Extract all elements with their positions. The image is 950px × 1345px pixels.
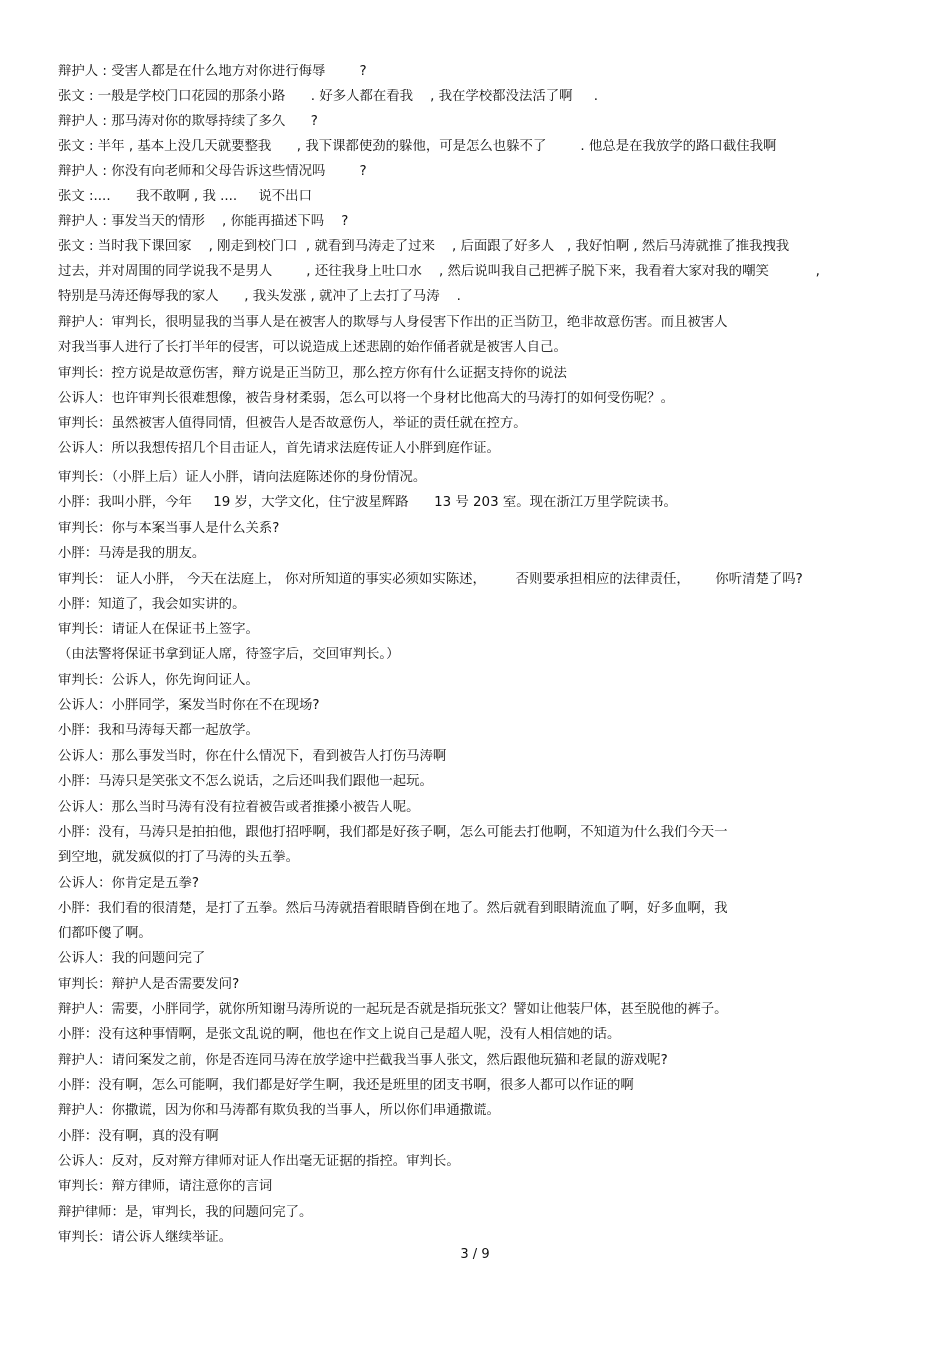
text-line: 辩护人：你撒谎，因为你和马涛都有欺负我的当事人，所以你们串通撒谎。	[58, 1103, 500, 1118]
text-line: 过去，并对周围的同学说我不是男人 , 还往我身上吐口水 , 然后说叫我自己把裤子脱下来，我看着大家对我的嘲笑 ,	[58, 264, 820, 279]
text-line: 审判长：（小胖上后）证人小胖，请向法庭陈述你的身份情况。	[58, 470, 427, 485]
text-line: 辩护人：审判长，很明显我的当事人是在被害人的欺辱与人身侵害下作出的正当防卫，绝非故意伤害。而且被害人	[58, 315, 728, 330]
text-line: 公诉人：小胖同学，案发当时你在不在现场?	[58, 698, 320, 713]
text-line: 辩护人 : 事发当天的情形 , 你能再描述下吗 ?	[58, 214, 349, 229]
text-line: 辩护人：需要，小胖同学，就你所知谢马涛所说的一起玩是否就是指玩张文？譬如让他装尸体，甚至脱他的裤子。	[58, 1002, 728, 1017]
text-line: 小胖：马涛只是笑张文不怎么说话，之后还叫我们跟他一起玩。	[58, 774, 433, 789]
text-line: 到空地，就发疯似的打了马涛的头五拳。	[58, 850, 300, 865]
text-line: 辩护人：请问案发之前，你是否连同马涛在放学途中拦截我当事人张文，然后跟他玩猫和老鼠的游戏呢?	[58, 1053, 668, 1068]
text-line: 小胖：没有啊，真的没有啊	[58, 1129, 219, 1144]
text-line: 特别是马涛还侮辱我的家人 , 我头发涨 , 就冲了上去打了马涛 .	[58, 289, 461, 304]
text-line: 小胖：知道了，我会如实讲的。	[58, 597, 246, 612]
text-line: 们都吓傻了啊。	[58, 926, 152, 941]
text-line: 公诉人：也许审判长很难想像，被告身材柔弱，怎么可以将一个身材比他高大的马涛打的如何受伤呢？。	[58, 391, 674, 406]
text-line: 小胖：没有，马涛只是拍拍他，跟他打招呼啊，我们都是好孩子啊，怎么可能去打他啊，不知道为什么我们今天一	[58, 825, 728, 840]
text-line: 小胖：我们看的很清楚，是打了五拳。然后马涛就捂着眼睛昏倒在地了。然后就看到眼睛流血了啊，好多血啊，我	[58, 901, 728, 916]
text-line: 审判长：虽然被害人值得同情，但被告人是否故意伤人，举证的责任就在控方。	[58, 416, 527, 431]
text-line: 张文 : 半年 , 基本上没几天就要整我 , 我下课都使劲的躲他，可是怎么也躲不了 . 他总是在我放学的路口截住我啊	[58, 139, 777, 154]
text-line: 审判长：请公诉人继续举证。	[58, 1230, 233, 1245]
text-line: 张文 : 一般是学校门口花园的那条小路 . 好多人都在看我 , 我在学校都没法活了啊 .	[58, 89, 599, 104]
page-number: 3 / 9	[460, 1247, 490, 1262]
text-line: 张文 :.... 我不敢啊 , 我 .... 说不出口	[58, 189, 312, 204]
text-line: 审判长：控方说是故意伤害，辩方说是正当防卫，那么控方你有什么证据支持你的说法	[58, 366, 567, 381]
text-line: 审判长：你与本案当事人是什么关系?	[58, 521, 280, 536]
text-line: 小胖：马涛是我的朋友。	[58, 546, 206, 561]
text-line: 审判长： 证人小胖， 今天在法庭上， 你对所知道的事实必须如实陈述， 否则要承担相应的法律责任， 你听清楚了吗?	[58, 572, 803, 587]
text-line: 张文 : 当时我下课回家 , 刚走到校门口 , 就看到马涛走了过来 , 后面跟了好多人 , 我好怕啊 , 然后马涛就推了推我拽我	[58, 239, 790, 254]
text-line: 公诉人：你肯定是五拳?	[58, 876, 200, 891]
text-line: 公诉人：反对，反对辩方律师对证人作出毫无证据的指控。审判长。	[58, 1154, 460, 1169]
text-line: 小胖：我和马涛每天都一起放学。	[58, 723, 259, 738]
text-line: 辩护律师：是，审判长，我的问题问完了。	[58, 1205, 313, 1220]
text-line: 对我当事人进行了长打半年的侵害，可以说造成上述悲剧的始作俑者就是被害人自己。	[58, 340, 567, 355]
text-line: 辩护人 : 你没有向老师和父母告诉这些情况吗 ?	[58, 164, 367, 179]
text-line: 公诉人：我的问题问完了	[58, 951, 206, 966]
text-line: 小胖：没有啊，怎么可能啊，我们都是好学生啊，我还是班里的团支书啊，很多人都可以作证的啊	[58, 1078, 634, 1093]
text-line: 公诉人：所以我想传招几个目击证人，首先请求法庭传证人小胖到庭作证。	[58, 441, 500, 456]
text-line: 审判长：公诉人，你先询问证人。	[58, 673, 259, 688]
text-line: 辩护人 : 那马涛对你的欺辱持续了多久 ?	[58, 114, 318, 129]
text-line: 审判长：辩护人是否需要发问?	[58, 977, 240, 992]
text-line: 小胖：我叫小胖，今年 19 岁，大学文化，住宁波星辉路 13 号 203 室。现在浙江万里学院读书。	[58, 495, 677, 510]
text-line: 小胖：没有这种事情啊，是张文乱说的啊，他也在作文上说自己是超人呢，没有人相信她的话。	[58, 1027, 621, 1042]
text-line: 辩护人 : 受害人都是在什么地方对你进行侮辱 ?	[58, 64, 367, 79]
text-line: 审判长：辩方律师，请注意你的言词	[58, 1179, 273, 1194]
text-line: （由法警将保证书拿到证人席，待签字后，交回审判长。）	[58, 647, 400, 662]
text-line: 公诉人：那么当时马涛有没有拉着被告或者推搡小被告人呢。	[58, 800, 420, 815]
text-line: 审判长：请证人在保证书上签字。	[58, 622, 259, 637]
text-line: 公诉人：那么事发当时，你在什么情况下，看到被告人打伤马涛啊	[58, 749, 447, 764]
